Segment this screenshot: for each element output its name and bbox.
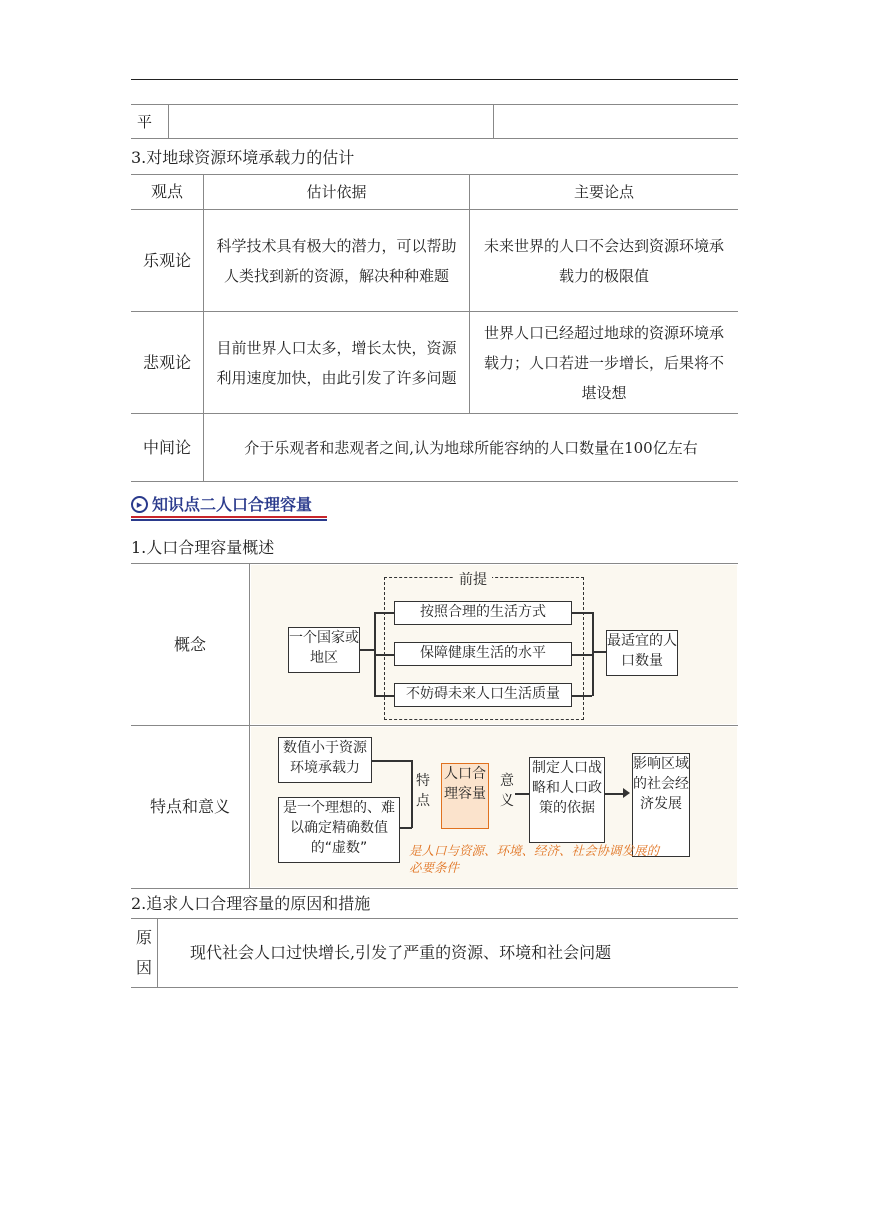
concept-label: 概念 — [131, 564, 250, 726]
header-basis: 估计依据 — [204, 175, 470, 210]
top-rule — [131, 79, 738, 80]
concept-diagram — [251, 565, 737, 724]
connector — [374, 695, 394, 697]
view-middle: 中间论 — [131, 414, 204, 482]
connector — [592, 612, 594, 696]
overview-heading: 1.人口合理容量概述 — [131, 538, 275, 557]
center-box: 人口合理容量 — [441, 763, 489, 829]
view-optimistic: 乐观论 — [131, 210, 204, 312]
meaning-label: 意义 — [500, 773, 514, 809]
header-point: 主要论点 — [470, 175, 739, 210]
middle-description: 介于乐观者和悲观者之间,认为地球所能容纳的人口数量在100亿左右 — [204, 414, 739, 482]
orange-note: 是人口与资源、环境、经济、社会协调发展的必要条件 — [409, 843, 660, 875]
trait-label: 特点 — [416, 773, 430, 809]
connector — [372, 760, 412, 762]
capacity-estimate-table — [131, 174, 738, 482]
connector — [572, 654, 592, 656]
connector — [411, 760, 413, 828]
pursuit-table — [131, 918, 738, 988]
connector — [374, 654, 394, 656]
overview-table — [131, 563, 738, 889]
basis-optimistic: 科学技术具有极大的潜力，可以帮助人类找到新的资源，解决种种难题 — [204, 210, 470, 312]
connector — [572, 612, 592, 614]
point-pessimistic: 世界人口已经超过地球的资源环境承载力；人口若进一步增长，后果将不堪设想 — [470, 312, 739, 414]
features-diagram — [251, 727, 737, 887]
features-label: 特点和意义 — [131, 726, 250, 889]
header-view: 观点 — [131, 175, 204, 210]
basis-pessimistic: 目前世界人口太多，增长太快，资源利用速度加快，由此引发了许多问题 — [204, 312, 470, 414]
connector — [605, 793, 623, 795]
section3-heading: 3.对地球资源环境承载力的估计 — [131, 148, 355, 167]
connector — [592, 651, 606, 653]
connector — [572, 695, 592, 697]
title-underline-blue — [131, 519, 327, 521]
row-label: 平 — [131, 105, 169, 139]
empty-cell — [169, 105, 494, 139]
trait-2-box: 是一个理想的、难以确定精确数值的“虚数” — [278, 797, 400, 863]
premise-3: 不妨碍未来人口生活质量 — [394, 683, 572, 707]
region-box: 一个国家或地区 — [288, 627, 360, 673]
continued-table — [131, 104, 738, 139]
knowledge-point-title — [131, 494, 327, 520]
pursuit-heading: 2.追求人口合理容量的原因和措施 — [131, 894, 371, 913]
connector — [360, 649, 374, 651]
empty-cell — [494, 105, 739, 139]
point-optimistic: 未来世界的人口不会达到资源环境承载力的极限值 — [470, 210, 739, 312]
trait-1-box: 数值小于资源环境承载力 — [278, 737, 372, 783]
reason-value: 现代社会人口过快增长,引发了严重的资源、环境和社会问题 — [158, 919, 739, 988]
connector — [374, 612, 394, 614]
meaning-2-box: 影响区域的社会经济发展 — [632, 753, 690, 857]
arrow-icon — [623, 788, 630, 798]
premise-2: 保障健康生活的水平 — [394, 642, 572, 666]
play-circle-icon: ▸ — [131, 496, 148, 513]
reason-label: 原因 — [131, 919, 158, 988]
result-box: 最适宜的人口数量 — [606, 630, 678, 676]
view-pessimistic: 悲观论 — [131, 312, 204, 414]
meaning-1-box: 制定人口战略和人口政策的依据 — [529, 757, 605, 843]
title-underline-red — [131, 516, 327, 518]
knowledge-point-text: 知识点二人口合理容量 — [152, 495, 313, 514]
premise-1: 按照合理的生活方式 — [394, 601, 572, 625]
connector — [515, 793, 529, 795]
premise-title: 前提 — [454, 570, 492, 592]
